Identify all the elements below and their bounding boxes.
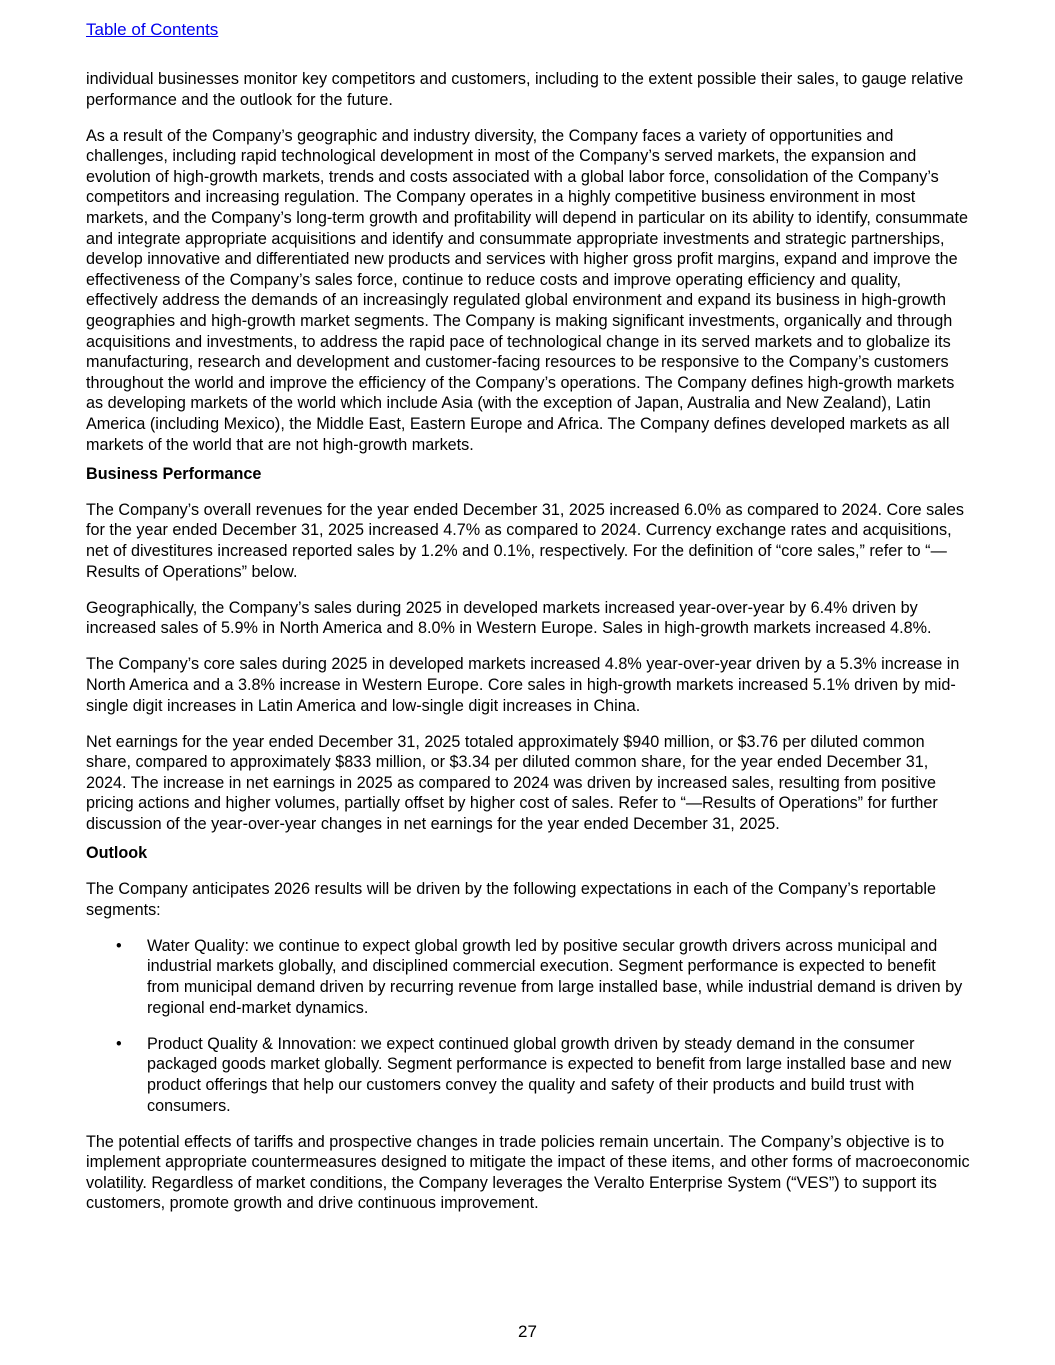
list-item xyxy=(86,1034,972,1116)
paragraph-tariffs: The potential effects of tariffs and prospective changes in trade policies remain uncertain. The Company’s objective is to implement appropriate countermeasures designed to mitigate the impact of these items, and other forms of macroeconomic volatility. Regardless of market conditions, the Company leverages the Veralto Enterprise System (“VES”) to support its customers, promote growth and drive continuous improvement. xyxy=(86,1132,970,1213)
document-body xyxy=(86,69,972,1230)
bullet-marker: • xyxy=(116,1034,122,1053)
bullet-marker: • xyxy=(116,936,122,955)
paragraph-geographic-sales: Geographically, the Company’s sales during 2025 in developed markets increased year-over-year by 6.4% driven by increased sales of 5.9% in North America and 8.0% in Western Europe. Sales in high-growth markets increased 4.8%. xyxy=(86,598,932,638)
bullet-text-water-quality: Water Quality: we continue to expect global growth led by positive secular growth drivers across municipal and industrial markets globally, and disciplined commercial execution. Segment performance is expected to benefit from municipal demand driven by recurring revenue from large installed base, while industrial demand is driven by regional end-market dynamics. xyxy=(147,936,963,1017)
bullet-text-product-quality: Product Quality & Innovation: we expect continued global growth driven by steady demand in the consumer packaged goods market globally. Segment performance is expected to benefit from large installed base and new product offerings that help our customers convey the quality and safety of their products and build trust with consumers. xyxy=(147,1034,952,1115)
heading-business-performance: Business Performance xyxy=(86,464,262,483)
paragraph-competitors: individual businesses monitor key competitors and customers, including to the extent possible their sales, to gauge relative performance and the outlook for the future. xyxy=(86,70,964,109)
outlook-bullet-list xyxy=(86,936,972,1116)
page-number: 27 xyxy=(518,1322,537,1341)
paragraph-diversity: As a result of the Company’s geographic and industry diversity, the Company faces a variety of opportunities and challenges, including rapid technological development in most of the Company’s served markets, the expansion and evolution of high-growth markets, trends and costs associated with a global labor force, consolidation of the Company’s competitors and increasing regulation. The Company operates in a highly competitive business environment in most markets, and the Company’s long-term growth and profitability will depend in particular on its ability to identify, consummate and integrate appropriate acquisitions and identify and consummate appropriate investments and strategic partnerships, develop innovative and differentiated new products and services with higher gross profit margins, expand and improve the effectiveness of the Company’s sales force, continue to reduce costs and improve operating efficiency and quality, effectively address the demands of an increasingly regulated global environment and expand its business in high-growth geographies and high-growth market segments. The Company is making significant investments, organically and through acquisitions and investments, to address the rapid pace of technological change in its served markets and to globalize its manufacturing, research and development and customer-facing resources to be responsive to the Company’s customers throughout the world and improve the efficiency of the Company’s operations. The Company defines high-growth markets as developing markets of the world which include Asia (with the exception of Japan, Australia and New Zealand), Latin America (including Mexico), the Middle East, Eastern Europe and Africa. The Company defines developed markets as all markets of the world that are not high-growth markets. xyxy=(86,126,969,454)
heading-outlook: Outlook xyxy=(86,844,148,863)
paragraph-outlook-intro: The Company anticipates 2026 results will be driven by the following expectations in each of the Company’s reportable segments: xyxy=(86,880,937,919)
list-item xyxy=(86,936,972,1018)
paragraph-revenues: The Company’s overall revenues for the year ended December 31, 2025 increased 6.0% as compared to 2024. Core sales for the year ended December 31, 2025 increased 4.7% as compared to 2024. Currency exchange rates and acquisitions, net of divestitures increased reported sales by 1.2% and 0.1%, respectively. For the definition of “core sales,” refer to “—Results of Operations” below. xyxy=(86,500,964,581)
paragraph-net-earnings: Net earnings for the year ended December 31, 2025 totaled approximately $940 million, or $3.76 per diluted common share, compared to approximately $833 million, or $3.34 per diluted common share, for the year ended December 31, 2024. The increase in net earnings in 2025 as compared to 2024 was driven by increased sales, resulting from positive pricing actions and higher volumes, partially offset by higher cost of sales. Refer to “—Results of Operations” for further discussion of the year-over-year changes in net earnings for the year ended December 31, 2025. xyxy=(86,732,938,833)
paragraph-core-sales: The Company’s core sales during 2025 in developed markets increased 4.8% year-over-year driven by a 5.3% increase in North America and a 3.8% increase in Western Europe. Core sales in high-growth markets increased 5.1% driven by mid-single digit increases in Latin America and low-single digit increases in China. xyxy=(86,655,960,715)
table-of-contents-link[interactable]: Table of Contents xyxy=(86,20,219,39)
